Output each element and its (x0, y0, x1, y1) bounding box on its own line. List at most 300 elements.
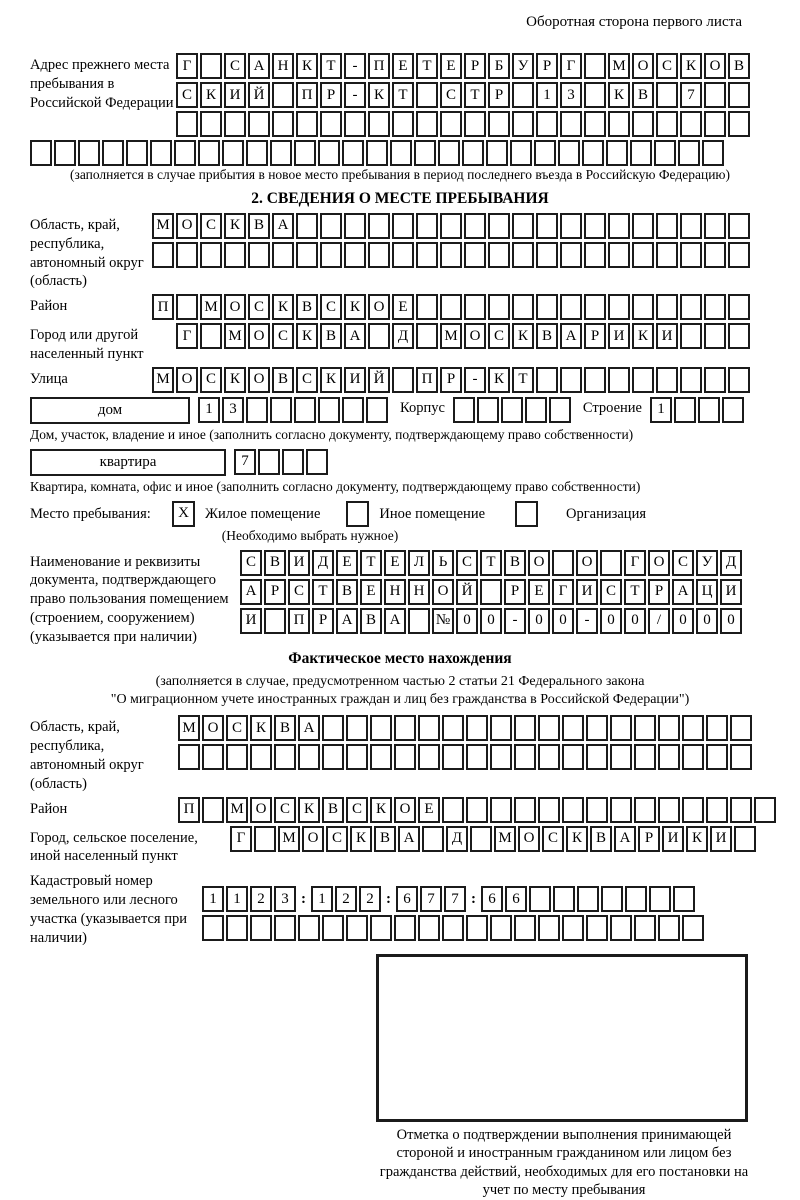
char-box[interactable] (176, 242, 198, 268)
char-box[interactable] (442, 915, 464, 941)
char-box[interactable]: С (656, 53, 678, 79)
char-box[interactable] (706, 715, 728, 741)
char-box[interactable]: Е (336, 550, 358, 576)
char-box[interactable] (529, 886, 551, 912)
char-box[interactable] (254, 826, 276, 852)
char-box[interactable]: К (370, 797, 392, 823)
char-box[interactable]: Т (624, 579, 646, 605)
char-box[interactable]: К (512, 323, 534, 349)
char-box[interactable] (477, 397, 499, 423)
char-box[interactable]: О (518, 826, 540, 852)
char-box[interactable] (704, 111, 726, 137)
char-box[interactable]: 0 (480, 608, 502, 634)
char-box[interactable] (562, 744, 584, 770)
char-box[interactable] (728, 242, 750, 268)
char-box[interactable] (320, 111, 342, 137)
char-box[interactable] (553, 886, 575, 912)
char-box[interactable]: С (274, 797, 296, 823)
char-box[interactable] (728, 82, 750, 108)
char-box[interactable]: - (504, 608, 526, 634)
char-box[interactable] (610, 744, 632, 770)
char-box[interactable]: Р (504, 579, 526, 605)
char-box[interactable] (501, 397, 523, 423)
char-box[interactable] (440, 294, 462, 320)
char-box[interactable] (632, 367, 654, 393)
char-box[interactable]: И (224, 82, 246, 108)
char-box[interactable] (586, 915, 608, 941)
char-box[interactable]: С (542, 826, 564, 852)
char-box[interactable]: О (250, 797, 272, 823)
char-box[interactable] (392, 367, 414, 393)
char-box[interactable] (344, 242, 366, 268)
char-box[interactable] (538, 715, 560, 741)
char-box[interactable] (416, 111, 438, 137)
char-box[interactable] (680, 242, 702, 268)
char-box[interactable]: П (178, 797, 200, 823)
char-box[interactable]: Л (408, 550, 430, 576)
char-box[interactable] (486, 140, 508, 166)
char-box[interactable] (318, 397, 340, 423)
char-box[interactable]: С (600, 579, 622, 605)
char-box[interactable]: О (632, 53, 654, 79)
char-box[interactable] (512, 294, 534, 320)
apartment-type-box[interactable]: квартира (30, 449, 226, 476)
char-box[interactable] (630, 140, 652, 166)
char-box[interactable]: 0 (528, 608, 550, 634)
char-box[interactable]: И (608, 323, 630, 349)
char-box[interactable] (322, 744, 344, 770)
char-box[interactable]: 1 (650, 397, 672, 423)
char-box[interactable]: Й (456, 579, 478, 605)
char-box[interactable]: А (672, 579, 694, 605)
char-box[interactable] (176, 294, 198, 320)
char-box[interactable]: Т (480, 550, 502, 576)
char-box[interactable]: 0 (696, 608, 718, 634)
char-box[interactable]: О (648, 550, 670, 576)
char-box[interactable] (680, 111, 702, 137)
char-box[interactable] (680, 367, 702, 393)
char-box[interactable]: В (322, 797, 344, 823)
char-box[interactable] (414, 140, 436, 166)
char-box[interactable]: И (662, 826, 684, 852)
char-box[interactable]: И (288, 550, 310, 576)
char-box[interactable]: С (224, 53, 246, 79)
char-box[interactable] (728, 213, 750, 239)
char-box[interactable]: 0 (720, 608, 742, 634)
char-box[interactable]: Т (464, 82, 486, 108)
char-box[interactable] (584, 53, 606, 79)
char-box[interactable] (538, 744, 560, 770)
char-box[interactable] (608, 294, 630, 320)
char-box[interactable] (754, 797, 776, 823)
char-box[interactable] (673, 886, 695, 912)
char-box[interactable]: А (336, 608, 358, 634)
char-box[interactable]: С (440, 82, 462, 108)
char-box[interactable]: К (566, 826, 588, 852)
char-box[interactable]: О (528, 550, 550, 576)
char-box[interactable] (704, 294, 726, 320)
char-box[interactable]: В (296, 294, 318, 320)
char-box[interactable] (416, 323, 438, 349)
char-box[interactable] (200, 111, 222, 137)
char-box[interactable] (298, 744, 320, 770)
char-box[interactable] (152, 242, 174, 268)
char-box[interactable]: К (344, 294, 366, 320)
char-box[interactable] (656, 242, 678, 268)
char-box[interactable] (464, 242, 486, 268)
char-box[interactable] (224, 242, 246, 268)
char-box[interactable] (368, 213, 390, 239)
char-box[interactable]: Б (488, 53, 510, 79)
char-box[interactable] (490, 744, 512, 770)
char-box[interactable] (274, 744, 296, 770)
char-box[interactable] (370, 715, 392, 741)
char-box[interactable]: Е (384, 550, 406, 576)
char-box[interactable]: Е (360, 579, 382, 605)
char-box[interactable] (250, 915, 272, 941)
char-box[interactable]: П (296, 82, 318, 108)
char-box[interactable] (200, 323, 222, 349)
char-box[interactable] (370, 744, 392, 770)
char-box[interactable] (584, 367, 606, 393)
char-box[interactable]: К (686, 826, 708, 852)
char-box[interactable] (490, 715, 512, 741)
char-box[interactable]: К (200, 82, 222, 108)
char-box[interactable] (346, 915, 368, 941)
char-box[interactable] (560, 242, 582, 268)
char-box[interactable] (390, 140, 412, 166)
char-box[interactable] (658, 744, 680, 770)
char-box[interactable] (440, 242, 462, 268)
char-box[interactable]: В (536, 323, 558, 349)
char-box[interactable] (422, 826, 444, 852)
char-box[interactable]: О (302, 826, 324, 852)
char-box[interactable] (536, 213, 558, 239)
char-box[interactable] (202, 744, 224, 770)
char-box[interactable]: О (704, 53, 726, 79)
char-box[interactable] (536, 242, 558, 268)
char-box[interactable] (586, 797, 608, 823)
char-box[interactable] (634, 797, 656, 823)
char-box[interactable] (634, 715, 656, 741)
char-box[interactable]: О (248, 367, 270, 393)
char-box[interactable]: Н (408, 579, 430, 605)
char-box[interactable]: П (288, 608, 310, 634)
char-box[interactable] (610, 715, 632, 741)
char-box[interactable] (514, 797, 536, 823)
char-box[interactable] (632, 294, 654, 320)
char-box[interactable]: К (368, 82, 390, 108)
char-box[interactable]: Е (528, 579, 550, 605)
char-box[interactable]: Г (176, 323, 198, 349)
char-box[interactable]: 1 (226, 886, 248, 912)
char-box[interactable] (224, 111, 246, 137)
char-box[interactable]: П (416, 367, 438, 393)
char-box[interactable] (394, 715, 416, 741)
char-box[interactable] (586, 715, 608, 741)
char-box[interactable]: 7 (444, 886, 466, 912)
char-box[interactable]: 1 (202, 886, 224, 912)
char-box[interactable]: П (152, 294, 174, 320)
char-box[interactable] (466, 744, 488, 770)
char-box[interactable] (466, 797, 488, 823)
char-box[interactable]: В (632, 82, 654, 108)
char-box[interactable]: А (344, 323, 366, 349)
char-box[interactable] (514, 915, 536, 941)
char-box[interactable] (202, 915, 224, 941)
char-box[interactable]: 2 (250, 886, 272, 912)
char-box[interactable]: Т (512, 367, 534, 393)
char-box[interactable] (608, 242, 630, 268)
char-box[interactable] (512, 242, 534, 268)
char-box[interactable] (734, 826, 756, 852)
char-box[interactable] (346, 715, 368, 741)
char-box[interactable] (678, 140, 700, 166)
char-box[interactable] (704, 367, 726, 393)
char-box[interactable] (272, 111, 294, 137)
char-box[interactable]: 7 (234, 449, 256, 475)
char-box[interactable] (706, 797, 728, 823)
char-box[interactable]: - (344, 53, 366, 79)
char-box[interactable]: Г (176, 53, 198, 79)
char-box[interactable] (198, 140, 220, 166)
char-box[interactable] (634, 744, 656, 770)
char-box[interactable] (728, 294, 750, 320)
char-box[interactable]: К (296, 53, 318, 79)
char-box[interactable] (608, 213, 630, 239)
char-box[interactable] (488, 242, 510, 268)
char-box[interactable] (560, 367, 582, 393)
char-box[interactable] (525, 397, 547, 423)
char-box[interactable] (258, 449, 280, 475)
char-box[interactable]: О (202, 715, 224, 741)
char-box[interactable]: / (648, 608, 670, 634)
char-box[interactable] (296, 242, 318, 268)
char-box[interactable]: К (224, 213, 246, 239)
char-box[interactable]: К (272, 294, 294, 320)
char-box[interactable] (488, 294, 510, 320)
char-box[interactable] (658, 915, 680, 941)
char-box[interactable]: М (224, 323, 246, 349)
char-box[interactable] (706, 744, 728, 770)
char-box[interactable] (296, 111, 318, 137)
residential-checkbox[interactable]: X (172, 501, 195, 527)
char-box[interactable]: И (240, 608, 262, 634)
char-box[interactable] (176, 111, 198, 137)
char-box[interactable] (296, 213, 318, 239)
char-box[interactable]: А (240, 579, 262, 605)
char-box[interactable] (226, 915, 248, 941)
char-box[interactable] (470, 826, 492, 852)
char-box[interactable] (728, 367, 750, 393)
char-box[interactable] (562, 715, 584, 741)
char-box[interactable] (416, 242, 438, 268)
char-box[interactable]: Ь (432, 550, 454, 576)
char-box[interactable]: 2 (335, 886, 357, 912)
char-box[interactable]: И (720, 579, 742, 605)
char-box[interactable]: У (696, 550, 718, 576)
char-box[interactable] (200, 53, 222, 79)
char-box[interactable]: О (464, 323, 486, 349)
char-box[interactable] (584, 111, 606, 137)
char-box[interactable] (658, 797, 680, 823)
char-box[interactable] (392, 213, 414, 239)
char-box[interactable]: Р (488, 82, 510, 108)
char-box[interactable] (416, 294, 438, 320)
char-box[interactable] (584, 242, 606, 268)
char-box[interactable] (656, 294, 678, 320)
char-box[interactable] (246, 140, 268, 166)
char-box[interactable]: В (590, 826, 612, 852)
char-box[interactable] (730, 715, 752, 741)
char-box[interactable]: С (176, 82, 198, 108)
char-box[interactable]: С (200, 213, 222, 239)
char-box[interactable] (366, 140, 388, 166)
char-box[interactable] (632, 111, 654, 137)
char-box[interactable]: О (224, 294, 246, 320)
char-box[interactable] (274, 915, 296, 941)
char-box[interactable] (560, 111, 582, 137)
char-box[interactable] (680, 213, 702, 239)
char-box[interactable] (418, 744, 440, 770)
char-box[interactable]: Р (440, 367, 462, 393)
char-box[interactable]: Р (584, 323, 606, 349)
char-box[interactable] (298, 915, 320, 941)
char-box[interactable] (488, 213, 510, 239)
char-box[interactable] (562, 915, 584, 941)
char-box[interactable] (549, 397, 571, 423)
char-box[interactable] (586, 744, 608, 770)
char-box[interactable] (368, 323, 390, 349)
char-box[interactable] (488, 111, 510, 137)
char-box[interactable]: В (272, 367, 294, 393)
char-box[interactable]: К (350, 826, 372, 852)
char-box[interactable] (322, 915, 344, 941)
char-box[interactable] (392, 242, 414, 268)
char-box[interactable]: Г (230, 826, 252, 852)
char-box[interactable] (558, 140, 580, 166)
char-box[interactable]: Е (440, 53, 462, 79)
char-box[interactable]: Й (368, 367, 390, 393)
char-box[interactable]: С (226, 715, 248, 741)
char-box[interactable] (704, 82, 726, 108)
char-box[interactable] (610, 797, 632, 823)
char-box[interactable]: 1 (198, 397, 220, 423)
char-box[interactable]: 3 (560, 82, 582, 108)
char-box[interactable] (272, 242, 294, 268)
organization-checkbox[interactable] (515, 501, 538, 527)
char-box[interactable] (318, 140, 340, 166)
char-box[interactable] (682, 715, 704, 741)
char-box[interactable] (510, 140, 532, 166)
char-box[interactable] (392, 111, 414, 137)
char-box[interactable]: Р (648, 579, 670, 605)
char-box[interactable] (248, 111, 270, 137)
char-box[interactable]: М (152, 213, 174, 239)
char-box[interactable]: - (344, 82, 366, 108)
char-box[interactable]: У (512, 53, 534, 79)
char-box[interactable]: М (200, 294, 222, 320)
char-box[interactable] (368, 111, 390, 137)
char-box[interactable] (634, 915, 656, 941)
char-box[interactable]: С (248, 294, 270, 320)
char-box[interactable]: Т (416, 53, 438, 79)
char-box[interactable] (342, 140, 364, 166)
char-box[interactable]: 7 (420, 886, 442, 912)
char-box[interactable] (200, 242, 222, 268)
char-box[interactable] (150, 140, 172, 166)
char-box[interactable] (408, 608, 430, 634)
char-box[interactable] (442, 797, 464, 823)
char-box[interactable] (656, 213, 678, 239)
char-box[interactable] (656, 82, 678, 108)
char-box[interactable] (54, 140, 76, 166)
char-box[interactable]: И (576, 579, 598, 605)
char-box[interactable]: Д (392, 323, 414, 349)
char-box[interactable] (654, 140, 676, 166)
char-box[interactable]: И (344, 367, 366, 393)
char-box[interactable] (202, 797, 224, 823)
char-box[interactable]: Р (312, 608, 334, 634)
char-box[interactable]: 3 (274, 886, 296, 912)
char-box[interactable] (464, 213, 486, 239)
char-box[interactable]: К (320, 367, 342, 393)
char-box[interactable] (394, 744, 416, 770)
char-box[interactable] (606, 140, 628, 166)
char-box[interactable]: С (288, 579, 310, 605)
char-box[interactable]: П (368, 53, 390, 79)
char-box[interactable]: 2 (359, 886, 381, 912)
char-box[interactable]: Н (384, 579, 406, 605)
char-box[interactable] (466, 915, 488, 941)
char-box[interactable] (346, 744, 368, 770)
char-box[interactable] (102, 140, 124, 166)
char-box[interactable]: К (608, 82, 630, 108)
char-box[interactable]: О (576, 550, 598, 576)
char-box[interactable] (250, 744, 272, 770)
char-box[interactable] (608, 111, 630, 137)
char-box[interactable] (577, 886, 599, 912)
char-box[interactable] (656, 367, 678, 393)
char-box[interactable]: 6 (481, 886, 503, 912)
char-box[interactable]: Е (418, 797, 440, 823)
char-box[interactable] (222, 140, 244, 166)
char-box[interactable] (226, 744, 248, 770)
char-box[interactable]: 0 (624, 608, 646, 634)
char-box[interactable]: С (272, 323, 294, 349)
char-box[interactable]: А (384, 608, 406, 634)
char-box[interactable]: Д (312, 550, 334, 576)
char-box[interactable]: 3 (222, 397, 244, 423)
char-box[interactable]: О (394, 797, 416, 823)
char-box[interactable] (344, 213, 366, 239)
char-box[interactable] (246, 397, 268, 423)
char-box[interactable]: О (432, 579, 454, 605)
char-box[interactable]: Е (392, 53, 414, 79)
char-box[interactable]: С (240, 550, 262, 576)
char-box[interactable] (680, 294, 702, 320)
house-type-box[interactable]: дом (30, 397, 190, 424)
char-box[interactable] (248, 242, 270, 268)
char-box[interactable] (514, 715, 536, 741)
char-box[interactable]: Й (248, 82, 270, 108)
char-box[interactable] (270, 140, 292, 166)
char-box[interactable] (442, 744, 464, 770)
char-box[interactable] (30, 140, 52, 166)
char-box[interactable] (682, 915, 704, 941)
char-box[interactable]: К (250, 715, 272, 741)
char-box[interactable]: № (432, 608, 454, 634)
